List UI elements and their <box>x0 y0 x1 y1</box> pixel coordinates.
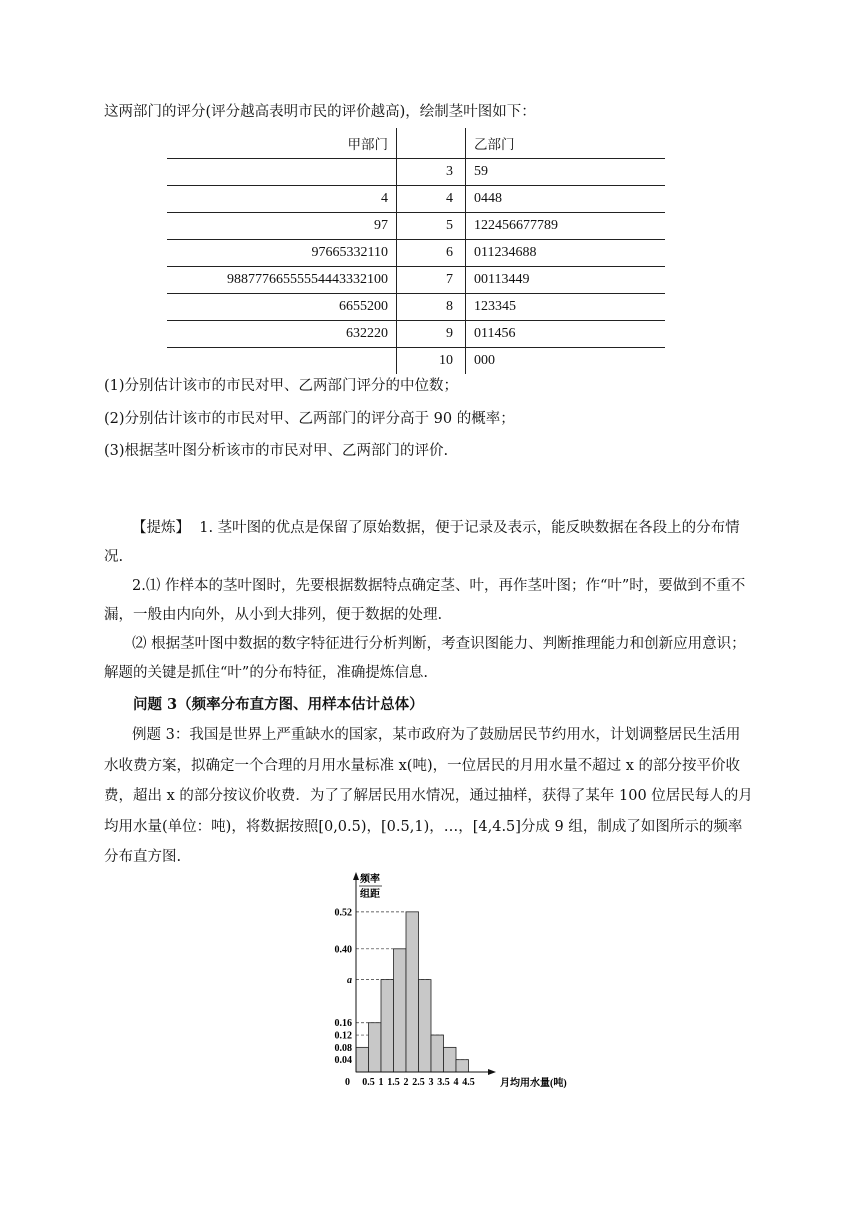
histogram-bar <box>369 1023 382 1072</box>
leaf-right: 00113449 <box>466 267 666 294</box>
leaf-right: 000 <box>474 353 495 368</box>
histogram-bar <box>381 980 394 1072</box>
header-left: 甲部门 <box>167 128 397 159</box>
stem-cell: 8 <box>397 294 466 321</box>
x-axis-arrow-icon <box>488 1069 496 1075</box>
histogram-bar <box>456 1060 469 1072</box>
leaf-left: 4 <box>167 186 397 213</box>
histogram-bar <box>394 949 407 1072</box>
histogram-bar <box>356 1047 369 1072</box>
leaf-left <box>167 159 397 186</box>
summary-label: 【提炼】 <box>132 520 190 536</box>
table-row <box>167 267 665 294</box>
leaf-left: 97665332110 <box>167 240 397 267</box>
question-1: (1)分别估计该市的市民对甲、乙两部门评分的中位数； <box>104 378 459 394</box>
summary-paragraph-1 <box>104 514 754 572</box>
leaf-left: 6655200 <box>167 294 397 321</box>
summary-text-1: 1. 茎叶图的优点是保留了原始数据，便于记录及表示，能反映数据在各段上的分布情况. <box>104 520 740 565</box>
leaf-right: 123345 <box>466 294 666 321</box>
table-row <box>167 348 665 375</box>
x-tick-label: 1.5 <box>387 1077 400 1088</box>
problem3-heading: 问题 3（频率分布直方图、用样本估计总体） <box>133 696 424 713</box>
stem-cell: 6 <box>397 240 466 267</box>
leaf-left: 98877766555554443332100 <box>167 267 397 294</box>
table-row <box>167 294 665 321</box>
stem-cell: 4 <box>397 186 466 213</box>
y-tick-label: a <box>347 975 352 987</box>
table-row <box>167 159 665 186</box>
header-stem <box>397 128 466 159</box>
histogram-bar <box>444 1047 457 1072</box>
x-tick-label: 3.5 <box>437 1077 450 1088</box>
x-tick-label: 2.5 <box>412 1077 425 1088</box>
leaf-right: 011234688 <box>466 240 666 267</box>
y-tick-label: 0.40 <box>334 944 352 956</box>
x-tick-label: 2 <box>403 1077 409 1088</box>
y-tick-label: 0.08 <box>334 1042 352 1054</box>
stem-cell: 7 <box>397 267 466 294</box>
intro-text: 这两部门的评分(评分越高表明市民的评价越高)，绘制茎叶图如下： <box>104 104 536 120</box>
problem3-text: 例题 3：我国是世界上严重缺水的国家，某市政府为了鼓励居民节约用水，计划调整居民生活用水收费方案，拟确定一个合理的月用水量标准 x(吨)，一位居民的月用水量不超过 x 的部分按平价收费，超出 x 的部分按议价收费．为了了解居民用水情况，通过抽样，获得了某年 100 位居民每人的月均用水量(单位：吨)，将数据按照[0,0.5)，[0.5,1)，…，[4,4.5]分成 9 组，制成了如图所示的频率分布直方图. <box>104 727 753 865</box>
summary-paragraph-3: ⑵ 根据茎叶图中数据的数字特征进行分析判断，考查识图能力、判断推理能力和创新应用意识；解题的关键是抓住“叶”的分布特征，准确提炼信息. <box>104 636 746 681</box>
y-axis-label-top: 频率 <box>360 874 380 885</box>
y-tick-label: 0.12 <box>334 1030 352 1042</box>
table-row <box>167 213 665 240</box>
stem-cell: 3 <box>397 159 466 186</box>
leaf-left: 632220 <box>167 321 397 348</box>
table-header-row <box>167 128 665 159</box>
stem-leaf-table <box>167 128 665 374</box>
stem-cell: 10 <box>397 348 466 375</box>
frequency-histogram <box>322 866 582 1098</box>
leaf-right: 59 <box>466 159 666 186</box>
y-tick-label: 0.16 <box>334 1018 352 1030</box>
leaf-right: 011456 <box>466 321 666 348</box>
stem-cell: 5 <box>397 213 466 240</box>
x-axis-label: 月均用水量(吨) <box>500 1078 567 1089</box>
question-3: (3)根据茎叶图分析该市的市民对甲、乙两部门的评价. <box>104 443 449 459</box>
table-row <box>167 186 665 213</box>
leaf-right: 122456677789 <box>466 213 666 240</box>
histogram-bar <box>431 1035 444 1072</box>
question-2: (2)分别估计该市的市民对甲、乙两部门的评分高于 90 的概率； <box>104 411 515 427</box>
y-tick-label: 0.04 <box>334 1055 352 1067</box>
stem-cell: 9 <box>397 321 466 348</box>
leaf-left: 97 <box>167 213 397 240</box>
leaf-right: 0448 <box>466 186 666 213</box>
x-tick-label: 0.5 <box>362 1077 375 1088</box>
leaf-left <box>167 348 397 375</box>
x-tick-label: 4 <box>453 1077 459 1088</box>
summary-paragraph-2: 2.⑴ 作样本的茎叶图时，先要根据数据特点确定茎、叶，再作茎叶图；作“叶”时，要做到不重不漏，一般由内向外，从小到大排列，便于数据的处理. <box>104 578 746 623</box>
origin-label: 0 <box>345 1077 350 1088</box>
histogram-bar <box>406 912 419 1072</box>
header-right: 乙部门 <box>466 128 666 159</box>
x-tick-label: 4.5 <box>462 1077 475 1088</box>
y-axis-label-bottom: 组距 <box>360 889 380 900</box>
x-tick-label: 1 <box>378 1077 384 1088</box>
x-tick-label: 3 <box>428 1077 434 1088</box>
table-row <box>167 240 665 267</box>
histogram-bar <box>419 980 432 1072</box>
y-axis-arrow-icon <box>353 872 359 880</box>
table-row <box>167 321 665 348</box>
y-tick-label: 0.52 <box>334 907 352 919</box>
